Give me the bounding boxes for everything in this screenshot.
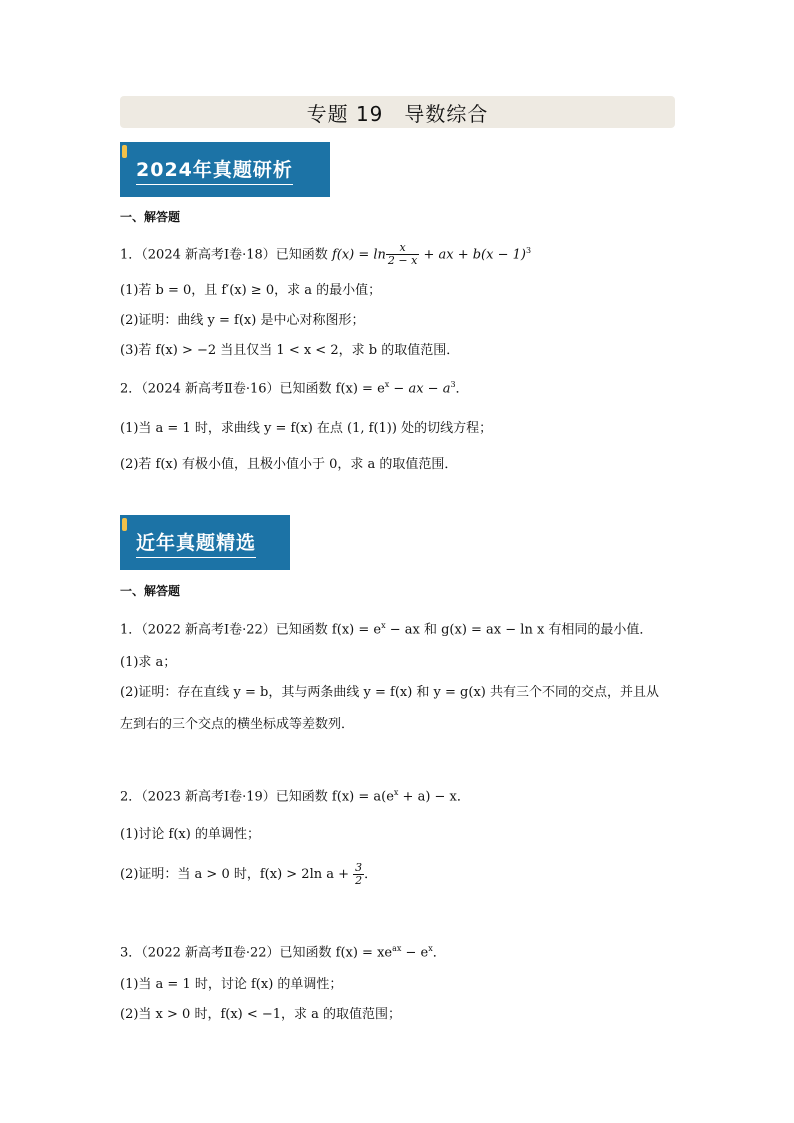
fraction: $\frac{3}{2}$ (355, 861, 363, 887)
question-1-part-2-cont: 左到右的三个交点的横坐标成等差数列． (120, 717, 355, 732)
question-1-stem: 1．（2022 新高考Ⅰ卷·22）已知函数 $f(x) = e^x$ − ax 和 g(x) = ax − ln x 有相同的最小值． (120, 621, 653, 638)
question-2-stem: 2．（2023 新高考Ⅰ卷·19）已知函数 $f(x) = a(e^x + a) - x$． (120, 788, 470, 805)
question-1-part-2: (2)证明：曲线 y = f(x) 是中心对称图形； (120, 313, 365, 328)
fraction: $\frac{x}{2 - x}$ (387, 241, 418, 268)
badge-tab-decoration (122, 145, 127, 158)
section-heading: 一、解答题 (120, 210, 181, 224)
question-2-stem: 2．（2024 新高考Ⅱ卷·16）已知函数 $f(x) = e^x$ − ax − $a^3$． (120, 380, 469, 397)
question-1-part-1: (1)求 a； (120, 655, 177, 670)
question-2-part-1: (1)讨论 f(x) 的单调性； (120, 827, 260, 842)
section-heading: 一、解答题 (120, 584, 181, 598)
question-2-part-2: (2)证明：当 a > 0 时，f(x) > 2ln a + $\frac{3}{2}$ ． (120, 861, 378, 887)
question-1-part-2: (2)证明：存在直线 y = b，其与两条曲线 y = f(x) 和 y = g(x) 共有三个不同的交点，并且从 (120, 685, 659, 700)
section-badge-label: 2024年真题研析 (136, 155, 293, 185)
question-3-stem: 3．（2022 新高考Ⅱ卷·22）已知函数 $f(x) = xe^{ax} - e^x$． (120, 944, 446, 961)
question-1-part-1: (1)若 b = 0，且 f′(x) ≥ 0，求 a 的最小值； (120, 283, 382, 298)
badge-tab-decoration (122, 518, 127, 531)
question-1-stem: 1．（2024 新高考Ⅰ卷·18）已知函数 f(x) = ln $\frac{x}{2 - x}$ + ax + $b(x - 1)^3$ (120, 241, 532, 268)
page-title: 专题 19 导数综合 (120, 96, 675, 128)
question-2-part-1: (1)当 a = 1 时，求曲线 y = f(x) 在点 (1, f(1)) 处的切线方程； (120, 421, 493, 436)
section-badge-label: 近年真题精选 (136, 528, 256, 558)
section-badge-2024 (120, 142, 330, 197)
question-3-part-1: (1)当 a = 1 时，讨论 f(x) 的单调性； (120, 977, 343, 992)
section-badge-recent (120, 515, 290, 570)
question-3-part-2: (2)当 x > 0 时，f(x) < −1，求 a 的取值范围； (120, 1007, 402, 1022)
question-1-part-3: (3)若 f(x) > −2 当且仅当 1 < x < 2，求 b 的取值范围． (120, 343, 460, 358)
question-2-part-2: (2)若 f(x) 有极小值，且极小值小于 0，求 a 的取值范围． (120, 457, 458, 472)
